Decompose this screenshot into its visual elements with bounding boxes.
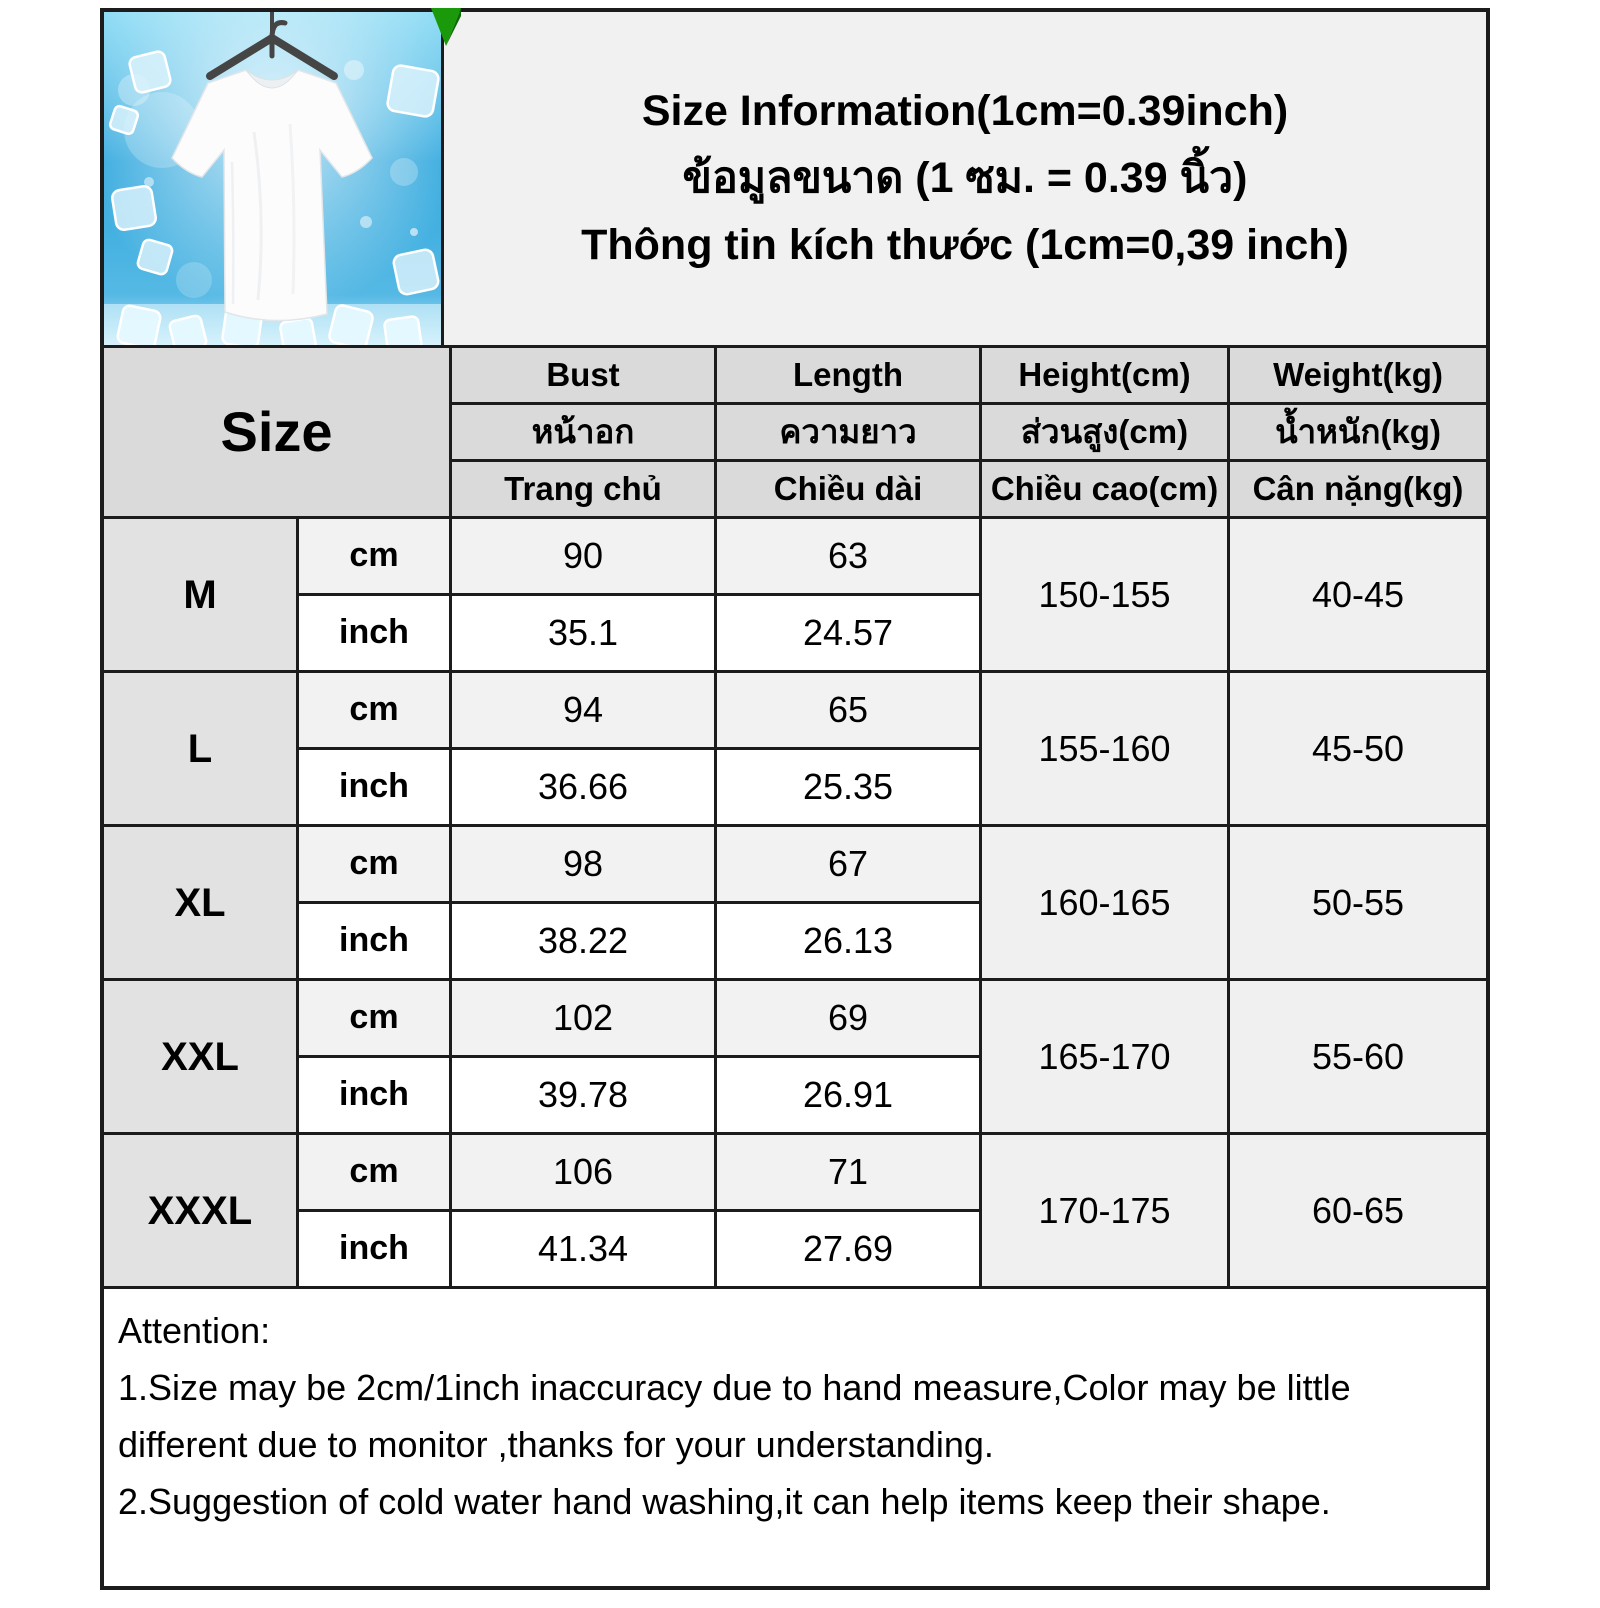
xl-inch-length: 26.13	[717, 904, 979, 978]
header-band	[104, 12, 1486, 348]
l-weight-range: 45-50	[1230, 673, 1486, 824]
xxl-cm-bust: 102	[452, 981, 714, 1055]
xxl-inch-length: 26.91	[717, 1058, 979, 1132]
col-header-height-en: Height(cm)	[982, 348, 1227, 402]
title-thai: ข้อมูลขนาด (1 ซม. = 0.39 นิ้ว)	[682, 153, 1248, 202]
m-height-range: 150-155	[982, 519, 1227, 670]
xl-cm-unit: cm	[299, 827, 449, 901]
xxl-inch-bust: 39.78	[452, 1058, 714, 1132]
attention-section	[104, 1286, 1486, 1586]
size-label-m: M	[104, 519, 296, 670]
xl-inch-bust: 38.22	[452, 904, 714, 978]
size-label-xl: XL	[104, 827, 296, 978]
xl-height-range: 160-165	[982, 827, 1227, 978]
size-label-xxl: XXL	[104, 981, 296, 1132]
size-label-xxxl: XXXL	[104, 1135, 296, 1286]
attention-note-1: 1.Size may be 2cm/1inch inaccuracy due to hand measure,Color may be little different due to monitor ,thanks for your understanding.	[118, 1366, 1351, 1465]
col-header-height-th: ส่วนสูง(cm)	[982, 405, 1227, 459]
l-inch-bust: 36.66	[452, 750, 714, 824]
col-header-length-th: ความยาว	[717, 405, 979, 459]
xxxl-inch-length: 27.69	[717, 1212, 979, 1286]
m-cm-bust: 90	[452, 519, 714, 593]
xxl-cm-unit: cm	[299, 981, 449, 1055]
col-header-weight-vi: Cân nặng(kg)	[1230, 462, 1486, 516]
col-header-weight-th: น้ำหนัก(kg)	[1230, 405, 1486, 459]
xxl-inch-unit: inch	[299, 1058, 449, 1132]
xxxl-inch-unit: inch	[299, 1212, 449, 1286]
size-table	[104, 348, 1486, 1286]
m-inch-bust: 35.1	[452, 596, 714, 670]
corner-flag-icon	[431, 8, 461, 46]
xxxl-cm-unit: cm	[299, 1135, 449, 1209]
xxl-weight-range: 55-60	[1230, 981, 1486, 1132]
xxxl-weight-range: 60-65	[1230, 1135, 1486, 1286]
attention-note-2: 2.Suggestion of cold water hand washing,it can help items keep their shape.	[118, 1480, 1331, 1522]
col-header-bust-vi: Trang chủ	[452, 462, 714, 516]
m-cm-unit: cm	[299, 519, 449, 593]
xl-weight-range: 50-55	[1230, 827, 1486, 978]
l-cm-unit: cm	[299, 673, 449, 747]
l-height-range: 155-160	[982, 673, 1227, 824]
xxxl-cm-bust: 106	[452, 1135, 714, 1209]
xxl-cm-length: 69	[717, 981, 979, 1055]
m-weight-range: 40-45	[1230, 519, 1486, 670]
l-cm-length: 65	[717, 673, 979, 747]
title-block	[444, 12, 1486, 345]
col-header-weight-en: Weight(kg)	[1230, 348, 1486, 402]
product-image	[104, 12, 444, 345]
xl-cm-bust: 98	[452, 827, 714, 901]
title-vietnamese: Thông tin kích thước (1cm=0,39 inch)	[581, 221, 1349, 270]
xl-inch-unit: inch	[299, 904, 449, 978]
col-header-length-vi: Chiều dài	[717, 462, 979, 516]
col-header-length-en: Length	[717, 348, 979, 402]
tshirt-on-hanger-icon	[104, 12, 441, 345]
size-label-l: L	[104, 673, 296, 824]
attention-title: Attention:	[118, 1310, 271, 1351]
xxxl-cm-length: 71	[717, 1135, 979, 1209]
col-header-bust-th: หน้าอก	[452, 405, 714, 459]
m-inch-unit: inch	[299, 596, 449, 670]
col-header-bust-en: Bust	[452, 348, 714, 402]
m-inch-length: 24.57	[717, 596, 979, 670]
xxxl-inch-bust: 41.34	[452, 1212, 714, 1286]
xxl-height-range: 165-170	[982, 981, 1227, 1132]
col-header-height-vi: Chiều cao(cm)	[982, 462, 1227, 516]
xxxl-height-range: 170-175	[982, 1135, 1227, 1286]
size-chart-sheet	[100, 8, 1490, 1590]
size-header-cell: Size	[104, 348, 449, 516]
title-english: Size Information(1cm=0.39inch)	[641, 86, 1289, 135]
l-inch-length: 25.35	[717, 750, 979, 824]
xl-cm-length: 67	[717, 827, 979, 901]
l-cm-bust: 94	[452, 673, 714, 747]
l-inch-unit: inch	[299, 750, 449, 824]
m-cm-length: 63	[717, 519, 979, 593]
